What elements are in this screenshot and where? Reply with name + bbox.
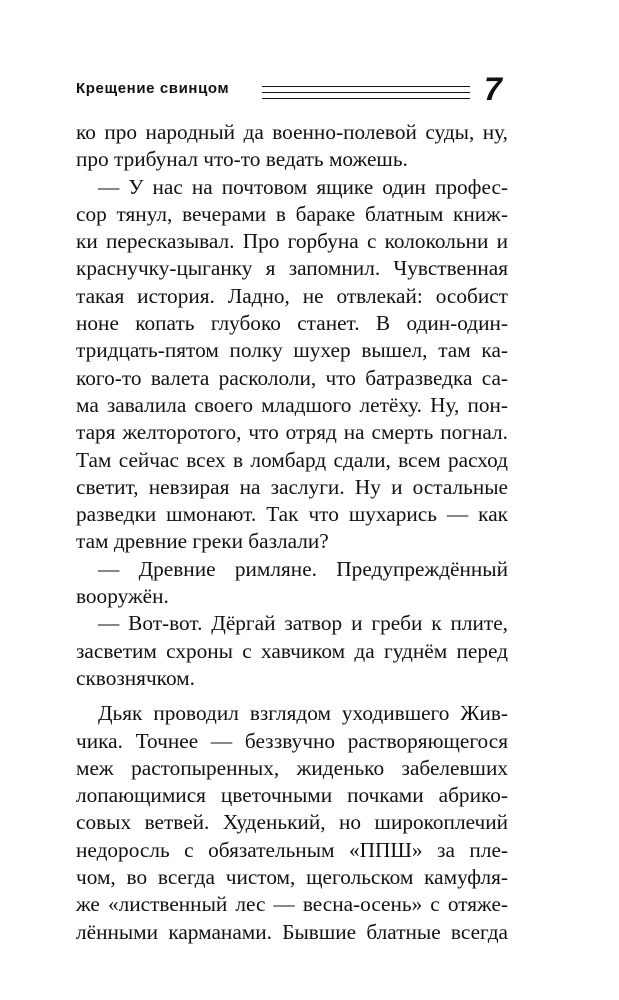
text-line: разведки шмонают. Так что шухарись — как <box>76 502 508 527</box>
text-line: засветим схроны с хавчиком да гуднём перед <box>76 638 508 663</box>
text-line: сор тянул, вечерами в бараке блатным книж- <box>76 201 508 226</box>
text-line: ки пересказывал. Про горбуна с колокольни и <box>76 229 508 254</box>
text-line: лёнными карманами. Бывшие блатные всегда <box>76 919 508 944</box>
text-line: светит, невзирая на заслуги. Ну и остальные <box>76 474 508 499</box>
running-title: Крещение свинцом <box>76 80 230 97</box>
text-line: — Древние римляне. Предупреждённый <box>98 556 508 581</box>
text-line: кого-то валета раскололи, что батразведка са- <box>76 365 508 390</box>
text-line: лопающимися цветочными почками абрико- <box>76 783 508 808</box>
text-line: же «лиственный лес — весна-осень» с отяже- <box>76 892 508 917</box>
page-body <box>76 119 508 946</box>
text-line: ко про народный да военно-полевой суды, ну, <box>76 120 508 144</box>
text-line: такая история. Ладно, не отвлекай: особист <box>76 283 508 308</box>
header-rule <box>262 98 470 99</box>
text-line: совых ветвей. Худенький, но широкоплечий <box>76 810 508 835</box>
text-line: — Вот-вот. Дёргай затвор и греби к плите, <box>98 611 508 636</box>
text-line: Дьяк проводил взглядом уходившего Жив- <box>98 701 508 726</box>
page-number: 7 <box>484 71 502 107</box>
text-line: недоросль с обязательным «ППШ» за пле- <box>76 837 508 862</box>
running-header <box>76 71 506 108</box>
text-line: — У нас на почтовом ящике один профес- <box>98 174 508 199</box>
header-rule <box>262 92 470 93</box>
text-line: тридцать-пятом полку шухер вышел, там ка- <box>76 338 508 363</box>
text-line: ноне копать глубоко станет. В один-один- <box>76 311 508 336</box>
paragraph-gap <box>76 692 508 700</box>
text-line: меж растопыренных, жиденько забелевших <box>76 755 508 780</box>
text-line: про трибунал что-то ведать можешь. <box>76 147 408 172</box>
text-line: таря желторотого, что отряд на смерть погнал. <box>76 420 508 445</box>
text-line: там древние греки базлали? <box>76 529 329 554</box>
text-line: вооружён. <box>76 584 169 609</box>
text-line: чом, во всегда чистом, щегольском камуфля- <box>76 865 508 890</box>
text-line: Там сейчас всех в ломбард сдали, всем расход <box>76 447 508 472</box>
header-rule <box>262 86 470 87</box>
text-line: чика. Точнее — беззвучно растворяющегося <box>76 728 508 753</box>
text-line: краснучку-цыганку я запомнил. Чувственная <box>76 256 508 281</box>
text-line: ма завалила своего младшого летёху. Ну, пон- <box>76 392 508 417</box>
text-line: сквознячком. <box>76 665 195 690</box>
